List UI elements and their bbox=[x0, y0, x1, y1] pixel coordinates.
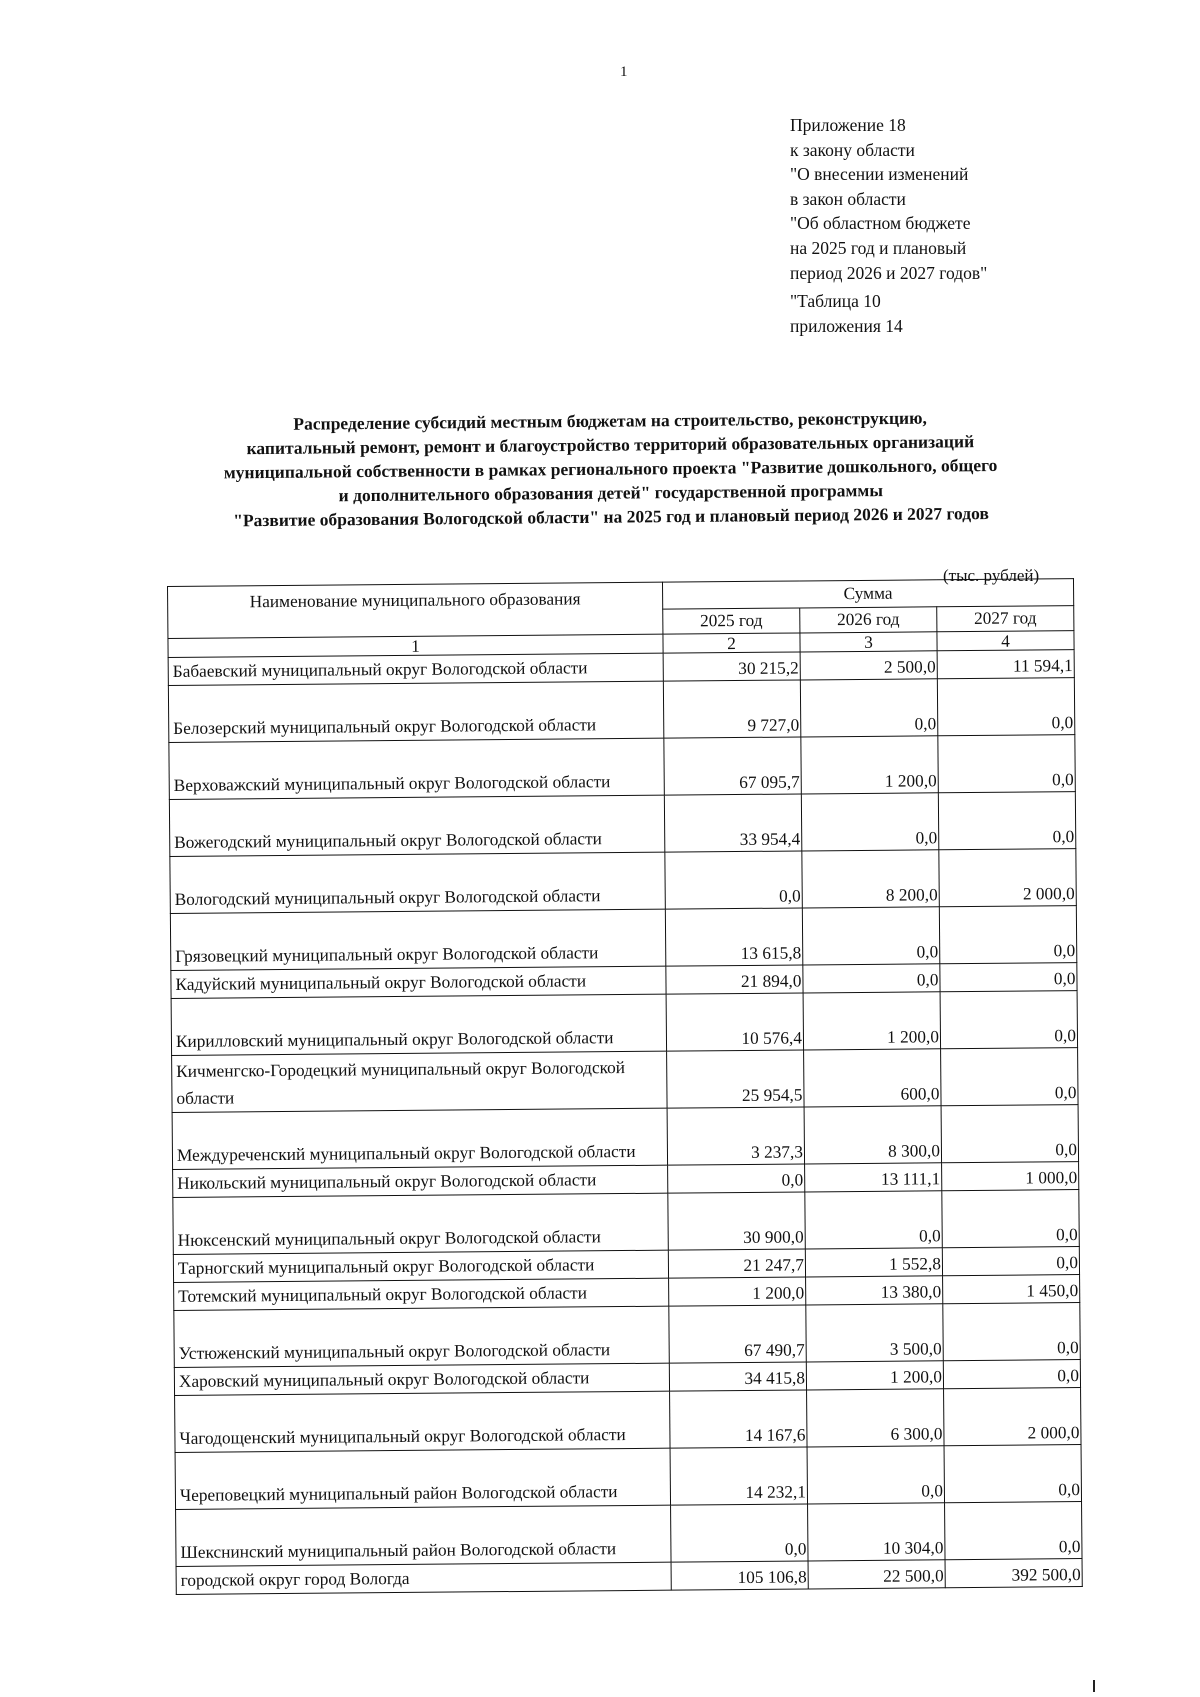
header-year-2026: 2026 год bbox=[800, 607, 937, 633]
municipality-name: Вожегодский муниципальный округ Вологодской области bbox=[169, 795, 664, 856]
municipality-name: Междуреченский муниципальный округ Вологодской области bbox=[172, 1108, 667, 1169]
amount-2026: 0,0 bbox=[802, 907, 939, 965]
amount-2026: 0,0 bbox=[801, 793, 938, 851]
amount-2025: 1 200,0 bbox=[669, 1277, 806, 1306]
amount-2027: 0,0 bbox=[943, 1303, 1081, 1361]
table-row bbox=[173, 1190, 1079, 1255]
amount-2026: 13 380,0 bbox=[806, 1276, 943, 1305]
page-number: 1 bbox=[620, 64, 628, 80]
amount-2026: 2 500,0 bbox=[800, 651, 937, 680]
amount-2025: 33 954,4 bbox=[664, 794, 801, 852]
header-municipality: Наименование муниципального образования bbox=[168, 582, 663, 638]
table-row bbox=[168, 678, 1074, 743]
header-year-2027: 2027 год bbox=[937, 606, 1074, 632]
amount-2025: 30 215,2 bbox=[663, 652, 800, 681]
title-line: "Развитие образования Вологодской области" на 2025 год и плановый период 2026 и 2027 годов bbox=[233, 503, 989, 531]
amount-2025: 9 727,0 bbox=[663, 680, 800, 738]
document-title bbox=[160, 404, 1061, 533]
amount-2026: 0,0 bbox=[803, 964, 940, 993]
amount-2027: 0,0 bbox=[941, 1105, 1079, 1163]
table-row bbox=[176, 1502, 1082, 1567]
amount-2025: 14 167,6 bbox=[670, 1390, 807, 1448]
municipality-name: Никольский муниципальный округ Вологодской области bbox=[173, 1165, 668, 1197]
amount-2025: 67 490,7 bbox=[669, 1305, 806, 1363]
municipality-name: Череповецкий муниципальный район Вологодской области bbox=[175, 1448, 670, 1509]
appendix-reference bbox=[790, 113, 987, 338]
appendix-line: "Таблица 10 bbox=[790, 291, 881, 312]
municipality-name: Бабаевский муниципальный округ Вологодской области bbox=[168, 653, 663, 685]
amount-2025: 0,0 bbox=[665, 851, 802, 909]
municipality-name: Белозерский муниципальный округ Вологодской области bbox=[168, 681, 663, 742]
amount-2025: 3 237,3 bbox=[667, 1107, 804, 1165]
amount-2027: 0,0 bbox=[937, 678, 1075, 736]
table-header bbox=[168, 579, 1075, 658]
appendix-line: приложения 14 bbox=[790, 315, 903, 336]
municipality-name: Кичменгско-Городецкий муниципальный округ Вологодской области bbox=[172, 1051, 667, 1112]
municipality-name: Кадуйский муниципальный округ Вологодской области bbox=[171, 966, 666, 998]
column-number: 2 bbox=[663, 633, 800, 653]
amount-2027: 0,0 bbox=[941, 1048, 1079, 1106]
amount-2026: 8 300,0 bbox=[804, 1106, 941, 1164]
municipality-name: Грязовецкий муниципальный округ Вологодской области bbox=[170, 909, 665, 970]
amount-2027: 0,0 bbox=[942, 1190, 1080, 1248]
appendix-line: в закон области bbox=[790, 188, 906, 209]
amount-2025: 21 894,0 bbox=[666, 965, 803, 994]
municipality-name: Чагодощенский муниципальный округ Вологодской области bbox=[175, 1391, 670, 1452]
subsidy-table-container bbox=[167, 578, 1083, 1595]
amount-2025: 13 615,8 bbox=[665, 908, 802, 966]
amount-2026: 600,0 bbox=[804, 1049, 941, 1107]
table-row bbox=[174, 1303, 1080, 1368]
municipality-name: Харовский муниципальный округ Вологодской области bbox=[174, 1363, 669, 1395]
amount-2025: 0,0 bbox=[668, 1164, 805, 1193]
amount-2027: 0,0 bbox=[942, 1247, 1079, 1276]
subsidy-table bbox=[167, 578, 1083, 1595]
amount-2027: 2 000,0 bbox=[939, 849, 1077, 907]
amount-2026: 1 200,0 bbox=[806, 1361, 943, 1390]
amount-2026: 1 552,8 bbox=[805, 1248, 942, 1277]
table-row bbox=[172, 1048, 1078, 1113]
amount-2027: 11 594,1 bbox=[937, 650, 1074, 679]
amount-2027: 0,0 bbox=[938, 792, 1076, 850]
appendix-line: Приложение 18 bbox=[790, 115, 906, 135]
amount-2026: 13 111,1 bbox=[805, 1163, 942, 1192]
units-label: (тыс. рублей) bbox=[943, 566, 1040, 585]
table-row bbox=[169, 735, 1075, 800]
amount-2025: 14 232,1 bbox=[670, 1447, 807, 1505]
amount-2027: 0,0 bbox=[943, 1360, 1080, 1389]
title-line: Распределение субсидий местным бюджетам на строительство, реконструкцию, bbox=[293, 407, 927, 434]
title-line: капитальный ремонт, ремонт и благоустройство территорий образовательных организаций bbox=[246, 431, 975, 459]
table-row bbox=[169, 792, 1075, 857]
amount-2025: 10 576,4 bbox=[666, 993, 803, 1051]
amount-2026: 3 500,0 bbox=[806, 1304, 943, 1362]
municipality-name: Тотемский муниципальный округ Вологодской области bbox=[174, 1278, 669, 1310]
municipality-name: Тарногский муниципальный округ Вологодской области bbox=[173, 1250, 668, 1282]
amount-2027: 0,0 bbox=[938, 735, 1076, 793]
amount-2027: 0,0 bbox=[945, 1502, 1083, 1560]
table-body bbox=[168, 650, 1082, 1595]
amount-2026: 1 200,0 bbox=[803, 992, 940, 1050]
municipality-name: городской округ город Вологда bbox=[176, 1562, 671, 1594]
municipality-name: Верховажский муниципальный округ Вологодской области bbox=[169, 738, 664, 799]
amount-2025: 105 106,8 bbox=[671, 1561, 808, 1590]
column-number: 1 bbox=[168, 634, 663, 657]
amount-2025: 0,0 bbox=[671, 1504, 808, 1562]
table-row bbox=[171, 991, 1077, 1056]
amount-2026: 0,0 bbox=[800, 679, 937, 737]
municipality-name: Вологодский муниципальный округ Вологодской области bbox=[170, 852, 665, 913]
amount-2027: 0,0 bbox=[940, 963, 1077, 992]
table-row bbox=[170, 906, 1076, 971]
column-number: 3 bbox=[800, 632, 937, 652]
appendix-line: период 2026 и 2027 годов" bbox=[790, 262, 988, 283]
table-row bbox=[170, 849, 1076, 914]
amount-2026: 1 200,0 bbox=[801, 736, 938, 794]
amount-2027: 1 000,0 bbox=[942, 1162, 1079, 1191]
amount-2027: 1 450,0 bbox=[943, 1275, 1080, 1304]
municipality-name: Нюксенский муниципальный округ Вологодской области bbox=[173, 1193, 668, 1254]
amount-2027: 0,0 bbox=[939, 906, 1077, 964]
title-line: и дополнительного образования детей" государственной программы bbox=[338, 480, 884, 506]
amount-2027: 0,0 bbox=[944, 1445, 1082, 1503]
municipality-name: Устюженский муниципальный округ Вологодской области bbox=[174, 1306, 669, 1367]
header-year-2025: 2025 год bbox=[663, 608, 800, 634]
amount-2025: 34 415,8 bbox=[669, 1362, 806, 1391]
amount-2027: 2 000,0 bbox=[944, 1388, 1082, 1446]
title-line: муниципальной собственности в рамках регионального проекта "Развитие дошкольного, общего bbox=[223, 454, 998, 483]
municipality-name: Шекснинский муниципальный район Вологодской области bbox=[176, 1505, 671, 1566]
appendix-line: к закону области bbox=[790, 139, 915, 160]
appendix-line: "О внесении изменений bbox=[790, 164, 969, 185]
amount-2025: 21 247,7 bbox=[668, 1249, 805, 1278]
table-row bbox=[172, 1105, 1078, 1170]
scan-mark bbox=[1093, 1680, 1095, 1692]
appendix-line: "Об областном бюджете bbox=[790, 213, 971, 234]
amount-2026: 22 500,0 bbox=[808, 1560, 945, 1589]
amount-2026: 6 300,0 bbox=[807, 1389, 944, 1447]
header-sum: Сумма bbox=[662, 579, 1073, 610]
amount-2025: 30 900,0 bbox=[668, 1192, 805, 1250]
amount-2025: 67 095,7 bbox=[664, 737, 801, 795]
table-row bbox=[175, 1445, 1081, 1510]
amount-2026: 10 304,0 bbox=[808, 1503, 945, 1561]
amount-2027: 392 500,0 bbox=[945, 1559, 1082, 1588]
amount-2026: 8 200,0 bbox=[802, 850, 939, 908]
amount-2026: 0,0 bbox=[805, 1191, 942, 1249]
municipality-name: Кирилловский муниципальный округ Вологодской области bbox=[171, 994, 666, 1055]
amount-2025: 25 954,5 bbox=[667, 1050, 804, 1108]
column-number: 4 bbox=[937, 631, 1074, 651]
amount-2027: 0,0 bbox=[940, 991, 1078, 1049]
table-row bbox=[175, 1388, 1081, 1453]
appendix-line: на 2025 год и плановый bbox=[790, 237, 967, 258]
amount-2026: 0,0 bbox=[807, 1446, 944, 1504]
